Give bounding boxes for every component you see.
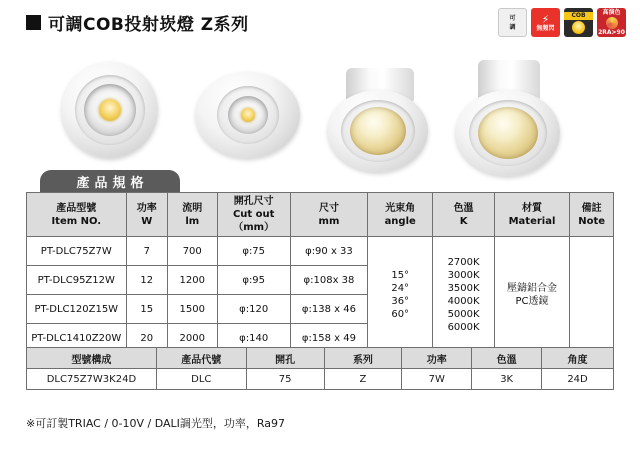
code-header-angle: 角度 <box>542 348 614 369</box>
product-image-1 <box>62 62 158 158</box>
downlight-inner-ring <box>341 100 415 162</box>
pc-lens <box>350 107 406 155</box>
cell-item-no: PT-DLC1410Z20W <box>27 324 127 353</box>
downlight-outer-ring <box>328 90 428 172</box>
cell-cutout: φ:140 <box>217 324 290 353</box>
cell-size: φ:90 x 33 <box>290 237 367 266</box>
header-watt <box>126 193 167 237</box>
code-value-cutout: 75 <box>246 369 324 390</box>
cell-watt: 20 <box>126 324 167 353</box>
cct-value-4: 4000K <box>447 295 480 307</box>
header-size-top: 尺寸 <box>318 202 339 214</box>
cct-value-5: 5000K <box>447 308 480 320</box>
spec-table-head <box>27 193 614 237</box>
cell-lumen: 700 <box>167 237 217 266</box>
dimmable-badge-line2: 調 <box>509 23 516 31</box>
product-image-2 <box>196 72 300 158</box>
angle-value-1: 15° <box>391 269 410 281</box>
code-header-composition: 型號構成 <box>27 348 157 369</box>
header-note-bottom: Note <box>578 215 606 227</box>
header-cutout-top: 開孔尺寸 <box>233 196 274 207</box>
cri-badge-line2: 2RA>90 <box>598 29 625 36</box>
code-value-composition: DLC75Z7W3K24D <box>27 369 157 390</box>
product-image-4 <box>456 60 560 176</box>
downlight-reflector-cup <box>84 84 136 136</box>
downlight-inner-ring <box>75 75 145 145</box>
header-item-no-top: 產品型號 <box>56 202 97 214</box>
code-header-cct: 色溫 <box>472 348 542 369</box>
header-watt-bottom: W <box>141 215 153 227</box>
cri-badge-line1: 高演色 <box>602 9 621 16</box>
cell-cutout: φ:75 <box>217 237 290 266</box>
dimmable-badge-line1: 可 <box>509 14 516 22</box>
cell-beam-angle <box>368 237 433 353</box>
header-material <box>494 193 569 237</box>
cell-size: φ:158 x 49 <box>290 324 367 353</box>
downlight-outer-ring <box>196 72 300 158</box>
header-color-temp-bottom: K <box>459 215 468 227</box>
model-code-table <box>26 347 614 390</box>
code-value-series: Z <box>324 369 402 390</box>
code-value-watt: 7W <box>402 369 472 390</box>
header-size-bottom: mm <box>318 215 340 227</box>
header-item-no <box>27 193 127 237</box>
cct-value-6: 6000K <box>447 321 480 333</box>
color-wheel-icon <box>606 17 618 29</box>
angle-value-2: 24° <box>391 282 410 294</box>
spec-section-tab: 產品規格 <box>40 170 180 192</box>
header-size <box>290 193 367 237</box>
cell-watt: 15 <box>126 295 167 324</box>
code-header-watt: 功率 <box>402 348 472 369</box>
cob-chip <box>99 99 121 121</box>
no-flicker-badge-line2: 無頻閃 <box>536 24 555 32</box>
code-table-body <box>27 369 614 390</box>
material-value-1: 壓鑄鋁合金 <box>507 282 557 294</box>
code-value-product: DLC <box>156 369 246 390</box>
code-header-cutout: 開孔 <box>246 348 324 369</box>
code-header-product: 產品代號 <box>156 348 246 369</box>
cob-badge-line1: COB <box>564 12 593 20</box>
flash-icon: ⚡ <box>541 12 550 26</box>
pc-lens <box>478 107 538 159</box>
footnote-text: ※可訂製TRIAC / 0-10V / DALI調光型，功率，Ra97 <box>26 417 286 430</box>
cob-chip <box>241 108 255 122</box>
header-note <box>570 193 614 237</box>
downlight-inner-ring <box>217 86 279 144</box>
dimmable-badge <box>498 8 527 37</box>
cell-material <box>494 237 569 353</box>
header-bullet-icon <box>26 15 41 30</box>
cell-lumen: 2000 <box>167 324 217 353</box>
code-table-head <box>27 348 614 369</box>
cell-size: φ:108x 38 <box>290 266 367 295</box>
product-image-3 <box>328 64 428 172</box>
cell-size: φ:138 x 46 <box>290 295 367 324</box>
header-color-temp-top: 色溫 <box>453 202 474 214</box>
header-note-top: 備註 <box>581 202 602 214</box>
cell-watt: 7 <box>126 237 167 266</box>
material-value-2: PC透鏡 <box>515 295 549 307</box>
spec-header-row <box>27 193 614 237</box>
no-flicker-badge <box>531 8 560 37</box>
header-watt-top: 功率 <box>136 202 157 214</box>
header-material-bottom: Material <box>508 215 556 227</box>
cell-note <box>570 237 614 353</box>
cell-cutout: φ:95 <box>217 266 290 295</box>
cob-badge <box>564 8 593 37</box>
cct-value-2: 3000K <box>447 269 480 281</box>
feature-badges <box>498 8 626 37</box>
cct-value-1: 2700K <box>447 256 480 268</box>
table-row <box>27 369 614 390</box>
page-title: 可調COB投射崁燈 Z系列 <box>48 15 249 35</box>
cell-item-no: PT-DLC120Z15W <box>27 295 127 324</box>
cell-cutout: φ:120 <box>217 295 290 324</box>
specification-table <box>26 192 614 353</box>
header-lumen-bottom: lm <box>185 215 200 227</box>
cell-watt: 12 <box>126 266 167 295</box>
table-row <box>27 237 614 266</box>
angle-value-3: 36° <box>391 295 410 307</box>
code-header-row <box>27 348 614 369</box>
header-beam-angle-bottom: angle <box>384 215 416 227</box>
angle-value-4: 60° <box>391 308 410 320</box>
cell-item-no: PT-DLC95Z12W <box>27 266 127 295</box>
cct-value-3: 3500K <box>447 282 480 294</box>
header-beam-angle-top: 光束角 <box>385 202 416 214</box>
downlight-inner-ring <box>469 100 547 166</box>
code-value-angle: 24D <box>542 369 614 390</box>
header-material-top: 材質 <box>522 202 542 214</box>
header-lumen-top: 流明 <box>182 202 203 214</box>
cell-item-no: PT-DLC75Z7W <box>27 237 127 266</box>
header-cutout-bottom: Cut out（mm） <box>232 209 275 233</box>
spec-table-body <box>27 237 614 353</box>
header-cutout <box>217 193 290 237</box>
header-lumen <box>167 193 217 237</box>
header-color-temp <box>433 193 494 237</box>
code-header-series: 系列 <box>324 348 402 369</box>
cell-lumen: 1200 <box>167 266 217 295</box>
code-value-cct: 3K <box>472 369 542 390</box>
header-beam-angle <box>368 193 433 237</box>
downlight-outer-ring <box>62 62 158 158</box>
cell-lumen: 1500 <box>167 295 217 324</box>
downlight-outer-ring <box>456 90 560 176</box>
cri-badge <box>597 8 626 37</box>
product-image-row <box>0 44 640 164</box>
cell-color-temp <box>433 237 494 353</box>
downlight-reflector-cup <box>228 96 268 134</box>
page-header <box>26 10 249 35</box>
cob-light-icon <box>572 21 585 34</box>
header-item-no-bottom: Item NO. <box>51 215 102 227</box>
